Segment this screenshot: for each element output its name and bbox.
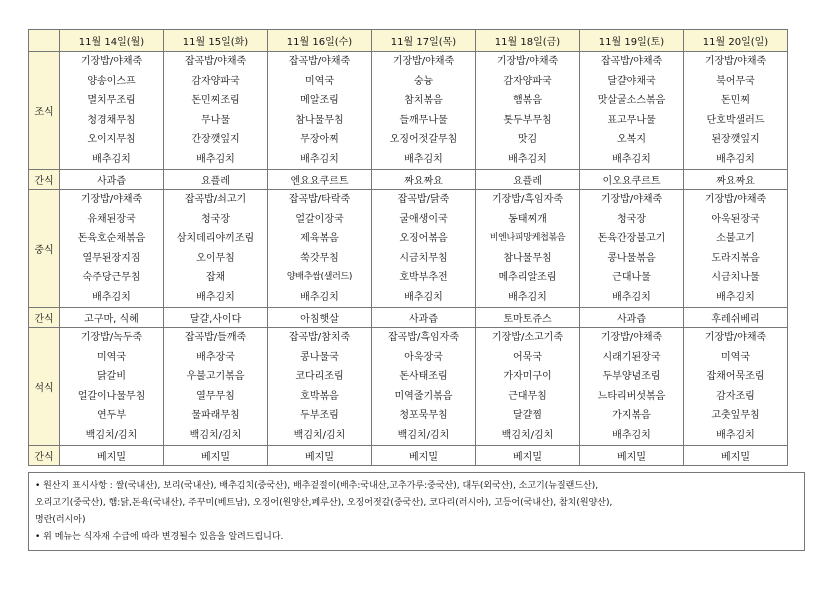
dish-list bbox=[60, 328, 163, 445]
dish-list bbox=[268, 328, 371, 445]
dish-item: 얼갈이장국 bbox=[295, 213, 344, 225]
dish-item: 배추김치 bbox=[612, 429, 651, 441]
dish-item: 오이지무침 bbox=[87, 134, 136, 145]
breakfast-row bbox=[29, 52, 788, 170]
dish-item: 단호박샐러드 bbox=[706, 114, 765, 126]
dinner-cell bbox=[684, 328, 788, 446]
dish-item: 기장밥/야채죽 bbox=[496, 56, 559, 67]
lunch-row bbox=[29, 190, 788, 308]
dish-item: 제육볶음 bbox=[300, 233, 339, 244]
dinner-cell bbox=[372, 328, 476, 446]
dish-item: 코다리조림 bbox=[295, 371, 344, 382]
dish-item: 미역국 bbox=[97, 351, 126, 363]
dish-item: 기장밥/야채죽 bbox=[392, 56, 455, 67]
dish-item: 배추김치 bbox=[196, 153, 235, 165]
dish-list bbox=[580, 328, 683, 445]
dish-item: 오징어젓갈무침 bbox=[389, 134, 458, 145]
dinner-cell bbox=[476, 328, 580, 446]
dish-item: 참치볶음 bbox=[404, 95, 443, 106]
dish-item: 배추김치 bbox=[300, 291, 339, 303]
day-header: 11월 18일(금) bbox=[476, 30, 580, 52]
snack-cell: 요플레 bbox=[476, 170, 580, 190]
dish-item: 미역국 bbox=[721, 351, 750, 363]
day-header: 11월 20일(일) bbox=[684, 30, 788, 52]
dish-item: 굴애생이국 bbox=[399, 213, 448, 225]
lunch-cell bbox=[60, 190, 164, 308]
snack-cell: 짜요짜요 bbox=[684, 170, 788, 190]
dish-item: 호박부추전 bbox=[399, 272, 448, 283]
dish-item: 기장밥/야채죽 bbox=[80, 194, 143, 205]
dish-item: 백김치/김치 bbox=[189, 429, 242, 441]
snack-cell: 베지밀 bbox=[684, 446, 788, 466]
dish-item: 시래기된장국 bbox=[602, 351, 661, 363]
dish-list bbox=[372, 190, 475, 307]
dish-item: 콩나물국 bbox=[300, 351, 339, 363]
dish-item: 메알조림 bbox=[300, 95, 339, 106]
origin-note-line: • 원산지 표시사항 : 쌀(국내산), 보리(국내산), 배추김치(중국산), 배추겉절이(배추:국내산,고추가루:중국산), 대두(외국산), 소고기(뉴질랜드산), bbox=[35, 481, 599, 491]
dish-item: 들깨무나물 bbox=[399, 114, 448, 126]
lunch-cell bbox=[372, 190, 476, 308]
dish-item: 무나물 bbox=[201, 114, 230, 126]
dish-item: 청국장 bbox=[617, 213, 646, 225]
breakfast-label: 조식 bbox=[29, 52, 60, 170]
dish-item: 양배추쌈(샐러드) bbox=[286, 272, 353, 282]
dish-item: 잡곡밥/야채죽 bbox=[184, 56, 247, 67]
dish-item: 기장밥/야채죽 bbox=[600, 332, 663, 343]
dish-item: 백김치/김치 bbox=[85, 429, 138, 441]
dish-list bbox=[684, 52, 787, 169]
dish-item: 호박볶음 bbox=[300, 390, 339, 402]
dish-list bbox=[60, 52, 163, 169]
lunch-cell bbox=[268, 190, 372, 308]
dish-list bbox=[684, 328, 787, 445]
dish-item: 소불고기 bbox=[716, 233, 755, 244]
dish-item: 배추김치 bbox=[404, 153, 443, 165]
snack-row bbox=[29, 170, 788, 190]
snack-cell: 요플레 bbox=[164, 170, 268, 190]
snack-cell: 고구마, 식혜 bbox=[60, 308, 164, 328]
dish-list bbox=[684, 190, 787, 307]
dish-item: 삼치데리야끼조림 bbox=[176, 233, 255, 244]
day-header-row bbox=[29, 30, 788, 52]
dish-item: 백김치/김치 bbox=[397, 429, 450, 441]
dish-list bbox=[60, 190, 163, 307]
origin-note-line: 오리고기(중국산), 햄:닭,돈육(국내산), 주꾸미(베트남), 오징어(원양산,페루산), 오징어젓갈(중국산), 코다리(러시아), 고등어(국내산), 참치(원양산), bbox=[35, 498, 613, 508]
dish-item: 기장밥/녹두죽 bbox=[80, 332, 143, 343]
dish-item: 돈육호순채볶음 bbox=[77, 233, 146, 244]
dish-item: 돈사태조림 bbox=[399, 371, 448, 382]
dish-item: 두부양념조림 bbox=[602, 371, 661, 382]
dish-item: 잡곡밥/들깨죽 bbox=[184, 332, 247, 343]
snack-cell: 이오요쿠르트 bbox=[580, 170, 684, 190]
dish-item: 우불고기볶음 bbox=[186, 371, 245, 382]
dish-item: 북어무국 bbox=[716, 75, 755, 87]
dish-item: 잡곡밥/흑임자죽 bbox=[388, 332, 459, 343]
dish-item: 가자미구이 bbox=[503, 371, 552, 382]
lunch-cell bbox=[164, 190, 268, 308]
dish-item: 달걀찜 bbox=[513, 410, 542, 421]
dinner-cell bbox=[580, 328, 684, 446]
snack-label: 간식 bbox=[29, 308, 60, 328]
dish-item: 배추장국 bbox=[196, 351, 235, 363]
dish-list bbox=[372, 328, 475, 445]
dish-item: 쑥갓무침 bbox=[300, 252, 339, 264]
dish-item: 오이무침 bbox=[196, 252, 235, 264]
dish-list bbox=[164, 52, 267, 169]
dish-item: 배추김치 bbox=[716, 291, 755, 303]
dish-item: 숭늉 bbox=[413, 75, 434, 87]
dish-item: 멸치무조림 bbox=[87, 95, 136, 106]
origin-note-line: 명란(러시아) bbox=[35, 515, 86, 525]
dish-list bbox=[580, 52, 683, 169]
dish-item: 기장밥/야채죽 bbox=[80, 56, 143, 67]
lunch-cell bbox=[476, 190, 580, 308]
dish-item: 돈민찌조림 bbox=[191, 95, 240, 106]
dish-item: 표고무나물 bbox=[607, 114, 656, 126]
snack-cell: 아침햇살 bbox=[268, 308, 372, 328]
lunch-cell bbox=[684, 190, 788, 308]
dish-item: 배추김치 bbox=[612, 153, 651, 165]
dish-item: 햄볶음 bbox=[513, 95, 542, 106]
day-header: 11월 16일(수) bbox=[268, 30, 372, 52]
dish-item: 배추김치 bbox=[92, 153, 131, 165]
breakfast-cell bbox=[60, 52, 164, 170]
dish-item: 숙주당근무침 bbox=[82, 272, 141, 283]
dish-item: 청포묵무침 bbox=[399, 410, 448, 421]
dish-list bbox=[580, 190, 683, 307]
dish-item: 아욱장국 bbox=[404, 351, 443, 363]
snack-cell: 베지밀 bbox=[580, 446, 684, 466]
dish-item: 메추리알조림 bbox=[498, 272, 557, 283]
dish-item: 기장밥/야채죽 bbox=[704, 332, 767, 343]
dish-item: 참나물무침 bbox=[503, 252, 552, 264]
snack-cell: 달걀,사이다 bbox=[164, 308, 268, 328]
snack-cell: 후레쉬베리 bbox=[684, 308, 788, 328]
snack-cell: 엔요요쿠르트 bbox=[268, 170, 372, 190]
dish-item: 돈민찌 bbox=[721, 95, 750, 106]
dish-item: 기장밥/야채죽 bbox=[704, 56, 767, 67]
snack-label: 간식 bbox=[29, 170, 60, 190]
dish-item: 물파래무침 bbox=[191, 410, 240, 421]
dish-item: 참나물무침 bbox=[295, 114, 344, 126]
breakfast-cell bbox=[372, 52, 476, 170]
breakfast-cell bbox=[164, 52, 268, 170]
dish-list bbox=[476, 190, 579, 307]
dish-item: 미역줄기볶음 bbox=[394, 390, 453, 402]
dish-item: 백김치/김치 bbox=[501, 429, 554, 441]
dish-list bbox=[268, 52, 371, 169]
dish-item: 맛살굴소스볶음 bbox=[597, 95, 666, 106]
dish-item: 느타리버섯볶음 bbox=[597, 390, 666, 402]
dish-item: 잡채어묵조림 bbox=[706, 371, 765, 382]
dish-item: 기장밥/흑임자죽 bbox=[492, 194, 563, 205]
dinner-row bbox=[29, 328, 788, 446]
snack-row bbox=[29, 446, 788, 466]
snack-cell: 사과즙 bbox=[372, 308, 476, 328]
dish-item: 배추김치 bbox=[196, 291, 235, 303]
dish-list bbox=[372, 52, 475, 169]
dish-item: 아욱된장국 bbox=[711, 213, 760, 225]
breakfast-cell bbox=[580, 52, 684, 170]
dish-item: 감자양파국 bbox=[503, 75, 552, 87]
dish-item: 감자양파국 bbox=[191, 75, 240, 87]
breakfast-cell bbox=[268, 52, 372, 170]
dish-item: 톳두부무침 bbox=[503, 114, 552, 126]
dish-item: 맛김 bbox=[517, 134, 538, 145]
day-header: 11월 15일(화) bbox=[164, 30, 268, 52]
dish-item: 열무무침 bbox=[196, 390, 235, 402]
dish-item: 무장아찌 bbox=[300, 134, 339, 145]
dish-item: 미역국 bbox=[305, 75, 334, 87]
snack-cell: 베지밀 bbox=[476, 446, 580, 466]
dish-item: 가지볶음 bbox=[612, 410, 651, 421]
dish-item: 배추김치 bbox=[404, 291, 443, 303]
dinner-cell bbox=[268, 328, 372, 446]
dish-item: 유채된장국 bbox=[87, 213, 136, 225]
snack-cell: 사과즙 bbox=[60, 170, 164, 190]
dish-item: 잡곡밥/참치죽 bbox=[288, 332, 351, 343]
dish-item: 고춧잎무침 bbox=[711, 410, 760, 421]
change-notice: • 위 메뉴는 식자재 수급에 따라 변경될수 있음을 알려드립니다. bbox=[35, 532, 284, 542]
breakfast-cell bbox=[684, 52, 788, 170]
dish-item: 배추김치 bbox=[508, 153, 547, 165]
dish-item: 근대무침 bbox=[508, 390, 547, 402]
dish-item: 콩나물볶음 bbox=[607, 252, 656, 264]
dish-item: 배추김치 bbox=[508, 291, 547, 303]
dish-item: 잡곡밥/야채죽 bbox=[600, 56, 663, 67]
notes-box bbox=[28, 472, 805, 551]
dinner-cell bbox=[60, 328, 164, 446]
dish-item: 잡곡밥/야채죽 bbox=[288, 56, 351, 67]
snack-cell: 토마토쥬스 bbox=[476, 308, 580, 328]
dish-item: 오복지 bbox=[617, 134, 646, 145]
dish-item: 양송이스프 bbox=[87, 75, 136, 87]
dish-item: 잡채 bbox=[205, 272, 226, 283]
dish-item: 배추김치 bbox=[716, 429, 755, 441]
snack-cell: 사과즙 bbox=[580, 308, 684, 328]
dish-item: 어묵국 bbox=[513, 351, 542, 363]
day-header: 11월 17일(목) bbox=[372, 30, 476, 52]
dish-list bbox=[476, 328, 579, 445]
snack-cell: 베지밀 bbox=[372, 446, 476, 466]
weekly-menu-table bbox=[28, 29, 788, 466]
dish-item: 잡곡밥/닭죽 bbox=[397, 194, 450, 205]
dish-item: 된장깻잎지 bbox=[711, 134, 760, 145]
dish-item: 달걀야채국 bbox=[607, 75, 656, 87]
dish-item: 잡곡밥/타락죽 bbox=[288, 194, 351, 205]
dish-item: 기장밥/소고기죽 bbox=[492, 332, 563, 343]
dish-item: 감자조림 bbox=[716, 390, 755, 402]
day-header: 11월 14일(월) bbox=[60, 30, 164, 52]
dish-item: 배추김치 bbox=[612, 291, 651, 303]
snack-cell: 베지밀 bbox=[164, 446, 268, 466]
dish-item: 닭갈비 bbox=[97, 371, 126, 382]
dish-item: 기장밥/야채죽 bbox=[600, 194, 663, 205]
dish-item: 오징어볶음 bbox=[399, 233, 448, 244]
dish-item: 비엔나피망케첩볶음 bbox=[489, 233, 566, 243]
dish-item: 백김치/김치 bbox=[293, 429, 346, 441]
dish-item: 열무된장지짐 bbox=[82, 252, 141, 264]
dish-item: 잡곡밥/쇠고기 bbox=[184, 194, 247, 205]
dish-item: 얼갈이나물무침 bbox=[77, 390, 146, 402]
day-header: 11월 19일(토) bbox=[580, 30, 684, 52]
dish-item: 연두부 bbox=[97, 410, 126, 421]
dish-item: 간장깻잎지 bbox=[191, 134, 240, 145]
dish-item: 두부조림 bbox=[300, 410, 339, 421]
dinner-label: 석식 bbox=[29, 328, 60, 446]
lunch-label: 중식 bbox=[29, 190, 60, 308]
snack-cell: 짜요짜요 bbox=[372, 170, 476, 190]
dinner-cell bbox=[164, 328, 268, 446]
dish-item: 배추김치 bbox=[716, 153, 755, 165]
dish-item: 청국장 bbox=[201, 213, 230, 225]
dish-item: 근대나물 bbox=[612, 272, 651, 283]
dish-item: 청경채무침 bbox=[87, 114, 136, 126]
corner-cell bbox=[29, 30, 60, 52]
dish-item: 동태찌개 bbox=[508, 213, 547, 225]
dish-item: 돈육간장불고기 bbox=[597, 233, 666, 244]
dish-item: 기장밥/야채죽 bbox=[704, 194, 767, 205]
dish-item: 시금치무침 bbox=[399, 252, 448, 264]
dish-list bbox=[164, 190, 267, 307]
dish-item: 도라지볶음 bbox=[711, 252, 760, 264]
dish-list bbox=[476, 52, 579, 169]
dish-item: 배추김치 bbox=[300, 153, 339, 165]
snack-row bbox=[29, 308, 788, 328]
snack-cell: 베지밀 bbox=[268, 446, 372, 466]
snack-cell: 베지밀 bbox=[60, 446, 164, 466]
lunch-cell bbox=[580, 190, 684, 308]
dish-item: 시금치나물 bbox=[711, 272, 760, 283]
dish-list bbox=[268, 190, 371, 307]
dish-list bbox=[164, 328, 267, 445]
dish-item: 배추김치 bbox=[92, 291, 131, 303]
breakfast-cell bbox=[476, 52, 580, 170]
snack-label: 간식 bbox=[29, 446, 60, 466]
